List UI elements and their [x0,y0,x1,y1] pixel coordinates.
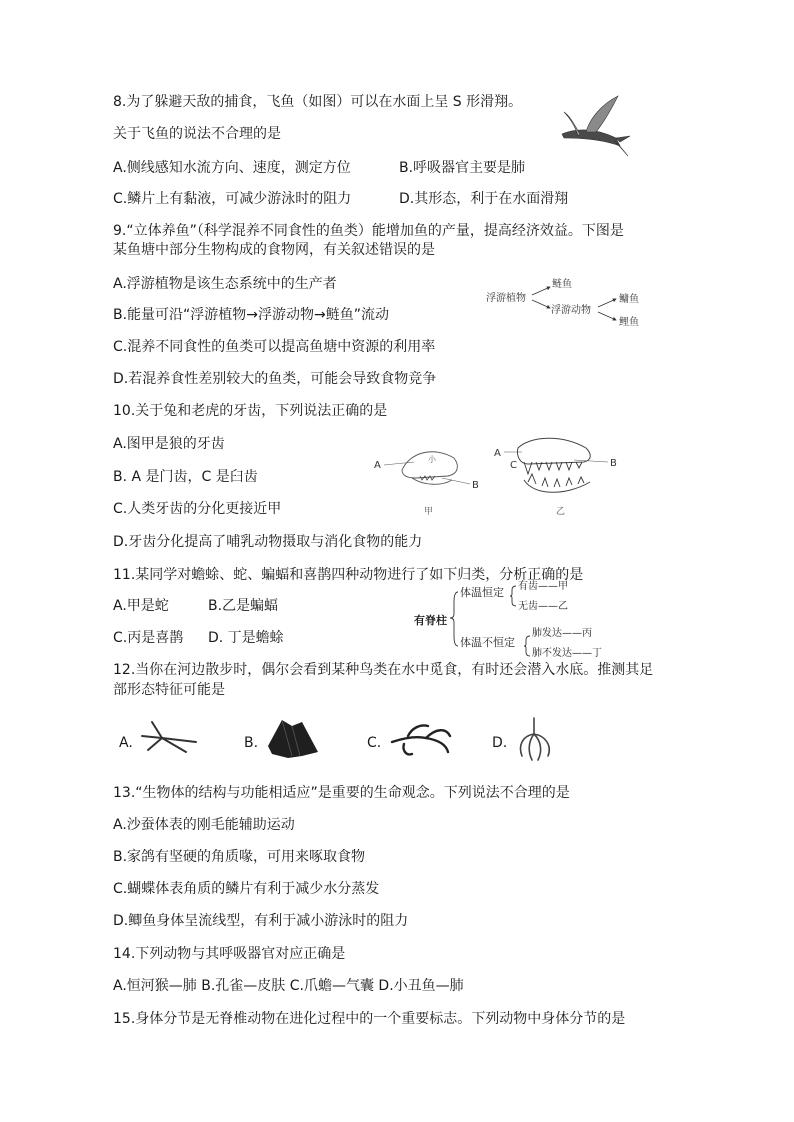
q11-option-c: C.丙是喜鹊 [113,630,184,646]
food-web-plankton-animal: 浮游动物 [551,305,591,316]
food-web-plankton-plant: 浮游植物 [486,293,526,304]
skull-label-b-left: B [472,480,479,491]
tree-noteeth: 无齿——乙 [518,601,568,612]
q13-option-b: B.家鸽有坚硬的角质喙，可用来啄取食物 [113,849,366,865]
q10-option-d: D.牙齿分化提高了哺乳动物摄取与消化食物的能力 [113,534,423,550]
q8-option-d: D.其形态，利于在水面滑翔 [399,191,569,207]
q9-option-b: B.能量可沿“浮游植物→浮游动物→鲢鱼”流动 [113,307,390,323]
bird-foot-c-icon [386,718,456,760]
q11-option-b: B.乙是蝙蝠 [208,598,279,614]
q12-label-d: D. [492,735,508,751]
q9-option-d: D.若混养食性差别较大的鱼类，可能会导致食物竞争 [113,371,437,387]
rabbit-skull-figure [372,440,490,520]
q8-stem-line1: 8.为了躲避天敌的捕食，飞鱼（如图）可以在水面上呈 S 形滑翔。 [113,94,523,110]
q13-option-d: D.鲫鱼身体呈流线型，有利于减小游泳时的阻力 [113,913,409,929]
bird-foot-a-icon [138,718,200,758]
skull-label-b-right: B [610,458,617,469]
tree-nolung: 肺不发达——丁 [532,648,602,659]
q15-stem: 15.身体分节是无脊椎动物在进化过程中的一个重要标志。下列动物中身体分节的是 [113,1011,626,1027]
q12-label-a: A. [119,735,133,751]
q13-stem: 13.“生物体的结构与功能相适应”是重要的生命观念。下列说法不合理的是 [113,785,570,801]
classification-tree [414,580,624,659]
q12-label-b: B. [244,735,259,751]
q8-stem-line2: 关于飞鱼的说法不合理的是 [113,126,281,142]
q10-option-b: B. A 是门齿，C 是臼齿 [113,469,258,485]
tree-warm: 体温恒定 [460,586,504,599]
q9-stem-line1: 9.“立体养鱼”（科学混养不同食性的鱼类）能增加鱼的产量，提高经济效益。下图是 [113,223,624,239]
food-web-silver-carp: 鲢鱼 [552,279,572,290]
q11-option-a: A.甲是蛇 [113,598,169,614]
q9-option-a: A.浮游植物是该生态系统中的生产者 [113,276,337,292]
q14-stem: 14.下列动物与其呼吸器官对应正确是 [113,946,346,962]
q13-option-a: A.沙蚕体表的刚毛能辅助运动 [113,817,295,833]
q12-stem-line1: 12.当你在河边散步时，偶尔会看到某种鸟类在水中觅食，有时还会潜入水底。推测其足 [113,662,654,678]
tree-teeth: 有齿——甲 [518,581,568,592]
q13-option-c: C.蝴蝶体表角质的鳞片有利于减少水分蒸发 [113,881,380,897]
q11-option-d: D. 丁是蟾蜍 [208,630,284,646]
skull-label-a-left: A [374,460,381,471]
food-web-diagram [484,279,648,336]
q9-stem-line2: 某鱼塘中部分生物构成的食物网，有关叙述错误的是 [113,242,435,258]
flying-fish-figure [556,94,632,160]
q12-label-c: C. [367,735,382,751]
q10-option-c: C.人类牙齿的分化更接近甲 [113,501,282,517]
skull-label-c-right: C [510,460,517,471]
q14-options: A.恒河猴—肺 B.孔雀—皮肤 C.爪蟾—气囊 D.小丑鱼—肺 [113,978,464,994]
food-web-common-carp: 鲤鱼 [619,317,639,328]
bird-foot-d-icon [512,714,558,764]
tiger-skull-figure [494,430,626,520]
q8-option-c: C.鳞片上有黏液，可减少游泳时的阻力 [113,191,352,207]
tree-cold: 体温不恒定 [460,636,515,649]
food-web-bighead-carp: 鳙鱼 [619,294,639,305]
bird-foot-b-icon [262,716,322,760]
skull-caption-jia: 甲 [424,507,434,517]
skull-label-a-right: A [494,448,501,459]
q12-stem-line2: 部形态特征可能是 [113,682,225,698]
tree-root: 有脊柱 [414,614,447,627]
q8-option-b: B.呼吸器官主要是肺 [399,160,526,176]
skull-caption-yi: 乙 [556,507,566,517]
q10-stem: 10.关于兔和老虎的牙齿，下列说法正确的是 [113,403,388,419]
q9-option-c: C.混养不同食性的鱼类可以提高鱼塘中资源的利用率 [113,339,436,355]
q11-stem: 11.某同学对蟾蜍、蛇、蝙蝠和喜鹊四种动物进行了如下归类，分析正确的是 [113,567,584,583]
skull-mark-1: 小 [428,455,436,464]
q8-option-a: A.侧线感知水流方向、速度，测定方位 [113,160,351,176]
tree-lung: 肺发达——丙 [532,628,592,639]
q10-option-a: A.图甲是狼的牙齿 [113,436,225,452]
